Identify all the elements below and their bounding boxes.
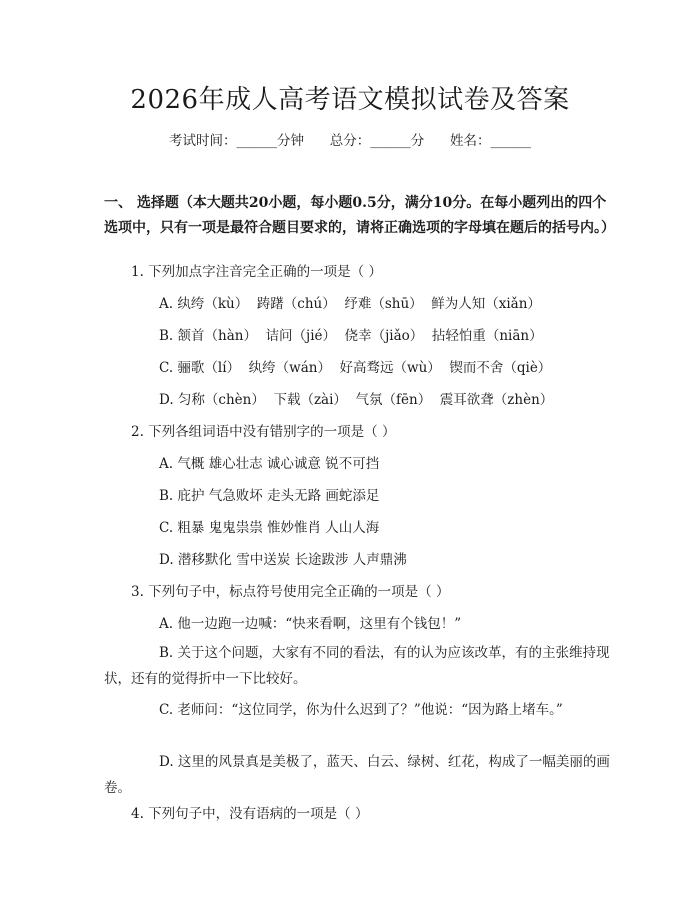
question-1-option-b: B. 颔首（hàn） 诘问（jié） 侥幸（jiǎo） 拈轻怕重（niān） <box>159 328 543 344</box>
exam-info-line: 考试时间：______分钟 总分：______分 姓名：______ <box>169 133 531 149</box>
section-instructions: 选择题（本大题共20小题，每小题0.5分，满分10分。在每小题列出的四个选项中，只有一项是最符合题目要求的，请将正确选项的字母填在题后的括号内。） <box>104 195 615 236</box>
section-heading <box>104 191 620 241</box>
question-3-option-a: A. 他一边跑一边喊：“快来看啊，这里有个钱包！” <box>159 616 462 632</box>
question-3-option-c: C. 老师问：“这位同学，你为什么迟到了？”他说：“因为路上堵车。” <box>159 702 563 718</box>
question-3-option-b: B. 关于这个问题，大家有不同的看法，有的认为应该改革，有的主张维持现状，还有的觉得折中一下比较好。 <box>104 645 610 687</box>
question-1-option-a: A. 纨绔（kù） 踌躇（chú） 纾难（shū） 鲜为人知（xiǎn） <box>159 296 541 312</box>
question-2-option-d: D. 潜移默化 雪中送炭 长途跋涉 人声鼎沸 <box>159 552 407 568</box>
section-number: 一、 <box>104 195 137 211</box>
question-2-option-b: B. 庇护 气急败坏 走头无路 画蛇添足 <box>159 488 380 504</box>
exam-title: 2026年成人高考语文模拟试卷及答案 <box>130 85 570 115</box>
question-1-stem: 1. 下列加点字注音完全正确的一项是（ ） <box>131 264 382 280</box>
question-4-stem: 4. 下列句子中，没有语病的一项是（ ） <box>131 806 369 822</box>
question-2-stem: 2. 下列各组词语中没有错别字的一项是（ ） <box>131 424 396 440</box>
question-2-option-a: A. 气概 雄心壮志 诚心诚意 锐不可挡 <box>159 456 380 472</box>
question-1-option-c: C. 骊歌（lí） 纨绔（wán） 好高骛远（wù） 锲而不舍（qiè） <box>159 360 552 376</box>
question-3-stem: 3. 下列句子中，标点符号使用完全正确的一项是（ ） <box>131 584 450 600</box>
question-1-option-d: D. 匀称（chèn） 下载（zài） 气氛（fēn） 震耳欲聋（zhèn） <box>159 392 554 408</box>
question-3-option-d: D. 这里的风景真是美极了，蓝天、白云、绿树、红花，构成了一幅美丽的画卷。 <box>104 754 610 796</box>
question-2-option-c: C. 粗暴 鬼鬼祟祟 惟妙惟肖 人山人海 <box>159 520 380 536</box>
